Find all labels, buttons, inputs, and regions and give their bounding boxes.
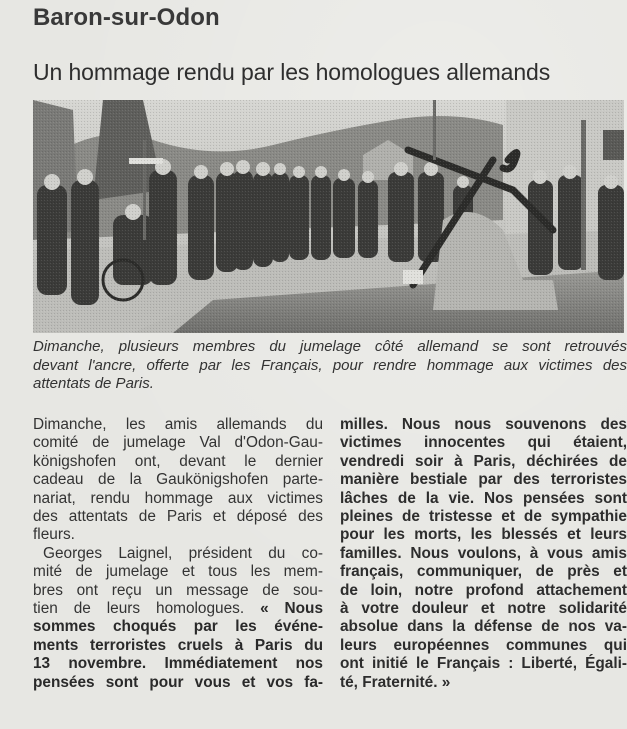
- quote-line: absolue dans la défense de nos va-: [340, 618, 627, 636]
- quote-line: vendredi soir à Paris, déchirées de: [340, 452, 627, 470]
- quote-line: français, communiquer, de près et: [340, 563, 627, 581]
- locality-kicker: Baron-sur-Odon: [33, 4, 220, 31]
- caption-line: Dimanche, plusieurs membres du jumelage côté allemand se sont retrouvés: [33, 338, 627, 355]
- quote-line: sommes choqués par les événe-: [33, 618, 323, 636]
- quote-line: leurs européennes communes qui: [340, 636, 627, 654]
- article-photo: [33, 100, 624, 333]
- quote-start: « Nous: [260, 600, 324, 618]
- article-headline: Un hommage rendu par les homologues allemands: [33, 59, 551, 85]
- quote-line: pleines de tristesse et de sympathie: [340, 508, 627, 526]
- quote-line: pensées sont pour vous et vos fa-: [33, 673, 323, 691]
- quote-line: milles. Nous nous souvenons des: [340, 416, 627, 433]
- quote-continuation: [340, 416, 627, 692]
- quote-line: victimes innocentes qui étaient,: [340, 434, 627, 452]
- quote-line: manière bestiale par des terroristes: [340, 471, 627, 489]
- body-line: königshofen ont, devant le dernier: [33, 452, 323, 470]
- quote-line: té, Fraternité. »: [340, 673, 451, 691]
- quote-line: ments terroristes cruels à Paris du: [33, 636, 323, 654]
- body-paragraph-1: [33, 416, 323, 545]
- quote-line: familles. Nous voulons, à vous amis: [340, 544, 627, 562]
- photo-illustration: [33, 100, 624, 333]
- caption-line: devant l'ancre, offerte par les Français, pour rendre hommage aux victimes des: [33, 356, 627, 374]
- body-line: comité de jumelage Val d'Odon-Gau-: [33, 434, 323, 452]
- body-text-regular: tien de leurs homologues.: [33, 600, 261, 618]
- photo-caption: [33, 338, 627, 394]
- article-body-left-column: [33, 416, 323, 692]
- quote-line: pour les morts, les blessés et leurs: [340, 526, 627, 544]
- body-line-mixed: [33, 600, 323, 618]
- body-line: nariat, rendu hommage aux victimes: [33, 489, 323, 507]
- body-line: Dimanche, les amis allemands du: [33, 416, 323, 433]
- body-line: mité de jumelage et tous les mem-: [33, 563, 323, 581]
- body-line: des attentats de Paris et déposé des: [33, 508, 323, 526]
- caption-line: attentats de Paris.: [33, 375, 154, 393]
- body-paragraph-2: [33, 545, 323, 692]
- quote-line: ont initié le Français : Liberté, Égali-: [340, 655, 627, 673]
- quote-line: de loin, notre profond attachement: [340, 581, 627, 599]
- body-line: Georges Laignel, président du co-: [43, 544, 323, 562]
- quote-line: 13 novembre. Immédiatement nos: [33, 655, 323, 673]
- body-line: bres ont reçu un message de sou-: [33, 581, 323, 599]
- quote-line: lâches de la vie. Nos pensées sont: [340, 489, 627, 507]
- quote-line: à votre douleur et notre solidarité: [340, 600, 627, 618]
- body-line: cadeau de la Gaukönigshofen parte-: [33, 471, 323, 489]
- article-body-right-column: [340, 416, 627, 692]
- body-line: fleurs.: [33, 526, 75, 544]
